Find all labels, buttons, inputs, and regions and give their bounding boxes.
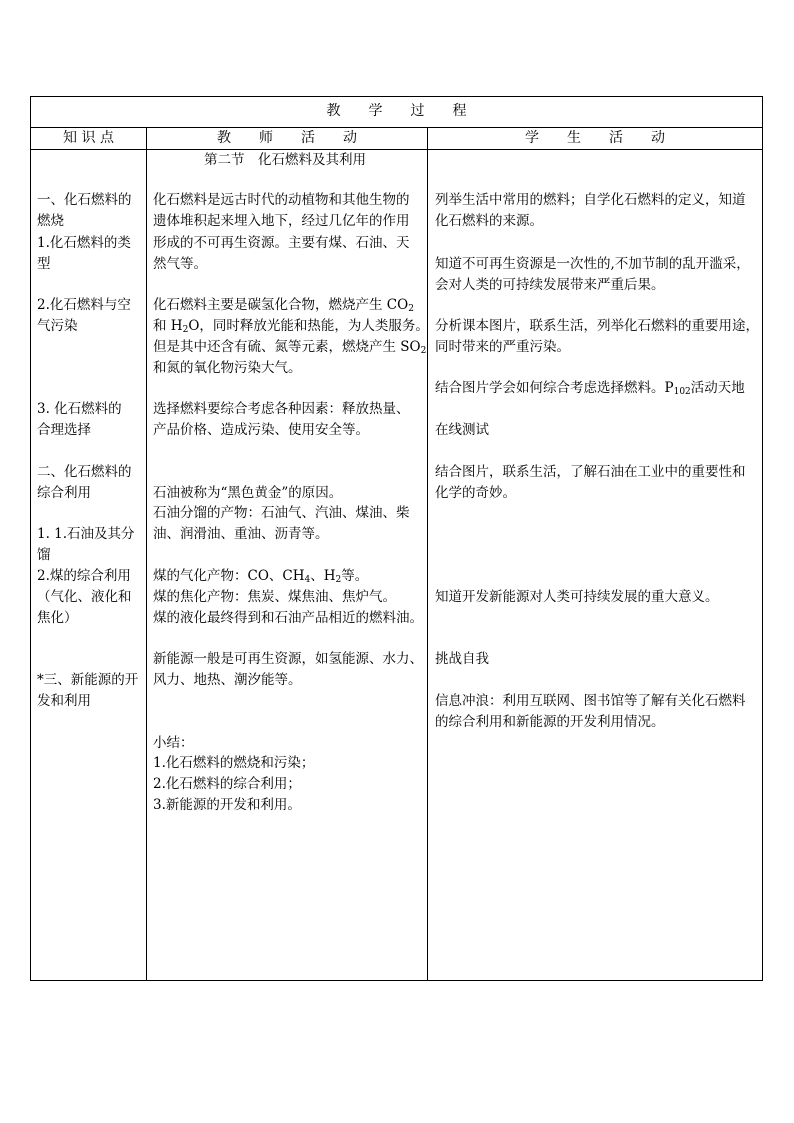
teacher-text: 化石燃料主要是碳氢化合物，燃烧产生 $CO_2$ — [153, 297, 414, 314]
student-text: 信息冲浪：利用互联网、图书馆等了解有关化石燃料 — [435, 693, 746, 709]
teacher-text: 新能源一般是可再生资源，如氢能源、水力、 — [153, 651, 423, 667]
knowledge-item: 燃烧 — [37, 213, 64, 229]
student-text: 在线测试 — [435, 422, 489, 438]
knowledge-item: 1.化石燃料的类 — [37, 235, 131, 251]
student-text: 结合图片，联系生活，了解石油在工业中的重要性和 — [435, 464, 746, 480]
teacher-text: 遗体堆积起来埋入地下，经过几亿年的作用 — [153, 213, 410, 229]
knowledge-item: 合理选择 — [37, 422, 91, 438]
column-divider-1 — [146, 127, 147, 980]
column-header-teacher: 教 师 活 动 — [217, 130, 357, 146]
teacher-text: 煤的液化最终得到和石油产品相近的燃料油。 — [153, 610, 423, 626]
knowledge-item: *三、新能源的开 — [37, 672, 139, 688]
knowledge-item: 2.煤的综合利用 — [37, 568, 131, 584]
column-header-student: 学 生 活 动 — [525, 130, 665, 146]
teacher-text: 产品价格、造成污染、使用安全等。 — [153, 422, 369, 438]
knowledge-item: 2.化石燃料与空 — [37, 297, 131, 313]
column-header-knowledge: 知 识 点 — [63, 130, 114, 146]
student-text: 会对人类的可持续发展带来严重后果。 — [435, 277, 665, 293]
knowledge-item: 发和利用 — [37, 693, 91, 709]
student-text: 结合图片学会如何综合考虑选择燃料。$P_{102}$活动天地 — [435, 380, 745, 397]
summary-item: 3.新能源的开发和利用。 — [153, 797, 301, 813]
student-text: 化学的奇妙。 — [435, 485, 516, 501]
knowledge-item: 一、化石燃料的 — [37, 192, 132, 208]
student-text: 知道开发新能源对人类可持续发展的重大意义。 — [435, 589, 719, 605]
knowledge-item: 气污染 — [37, 318, 78, 334]
knowledge-item: 焦化） — [37, 610, 78, 626]
teacher-text: 然气等。 — [153, 256, 207, 272]
student-text: 的综合利用和新能源的开发利用情况。 — [435, 714, 665, 730]
summary-item: 1.化石燃料的燃烧和污染； — [153, 755, 315, 771]
teacher-text: 石油分馏的产物：石油气、汽油、煤油、柴 — [153, 505, 410, 521]
table-title: 教 学 过 程 — [326, 103, 467, 119]
knowledge-item: 馏 — [37, 547, 51, 563]
column-divider-2 — [427, 127, 428, 980]
section-title: 第二节 化石燃料及其利用 — [204, 152, 366, 168]
student-text: 列举生活中常用的燃料；自学化石燃料的定义，知道 — [435, 192, 746, 208]
summary-heading: 小结： — [153, 735, 194, 751]
knowledge-item: （气化、液化和 — [37, 589, 132, 605]
teacher-text: 形成的不可再生资源。主要有煤、石油、天 — [153, 235, 410, 251]
teacher-text: 但是其中还含有硫、氮等元素，燃烧产生 $SO_2$ — [153, 339, 427, 356]
knowledge-item: 3. 化石燃料的 — [37, 401, 122, 417]
teacher-text: 选择燃料要综合考虑各种因素：释放热量、 — [153, 401, 410, 417]
knowledge-item: 型 — [37, 256, 51, 272]
summary-item: 2.化石燃料的综合利用； — [153, 776, 301, 792]
teacher-text: 和 $H_2O$，同时释放光能和热能，为人类服务。 — [153, 318, 429, 335]
teacher-text: 和氮的氧化物污染大气。 — [153, 360, 302, 376]
student-text: 同时带来的严重污染。 — [435, 339, 570, 355]
teacher-text: 化石燃料是远古时代的动植物和其他生物的 — [153, 192, 410, 208]
knowledge-item: 综合利用 — [37, 485, 91, 501]
knowledge-item: 1. 1.石油及其分 — [37, 526, 135, 542]
teacher-text: 风力、地热、潮汐能等。 — [153, 672, 302, 688]
teacher-text: 煤的气化产物：CO、$CH_4$、$H_2$等。 — [153, 568, 369, 585]
student-text: 知道不可再生资源是一次性的,不加节制的乱开滥采， — [435, 256, 750, 272]
student-text: 分析课本图片，联系生活，列举化石燃料的重要用途， — [435, 318, 759, 334]
student-text: 挑战自我 — [435, 651, 489, 667]
teacher-text: 油、润滑油、重油、沥青等。 — [153, 526, 329, 542]
knowledge-item: 二、化石燃料的 — [37, 464, 132, 480]
teacher-text: 石油被称为“黑色黄金”的原因。 — [153, 485, 343, 501]
teacher-text: 煤的焦化产物：焦炭、煤焦油、焦炉气。 — [153, 589, 396, 605]
student-text: 化石燃料的来源。 — [435, 213, 543, 229]
